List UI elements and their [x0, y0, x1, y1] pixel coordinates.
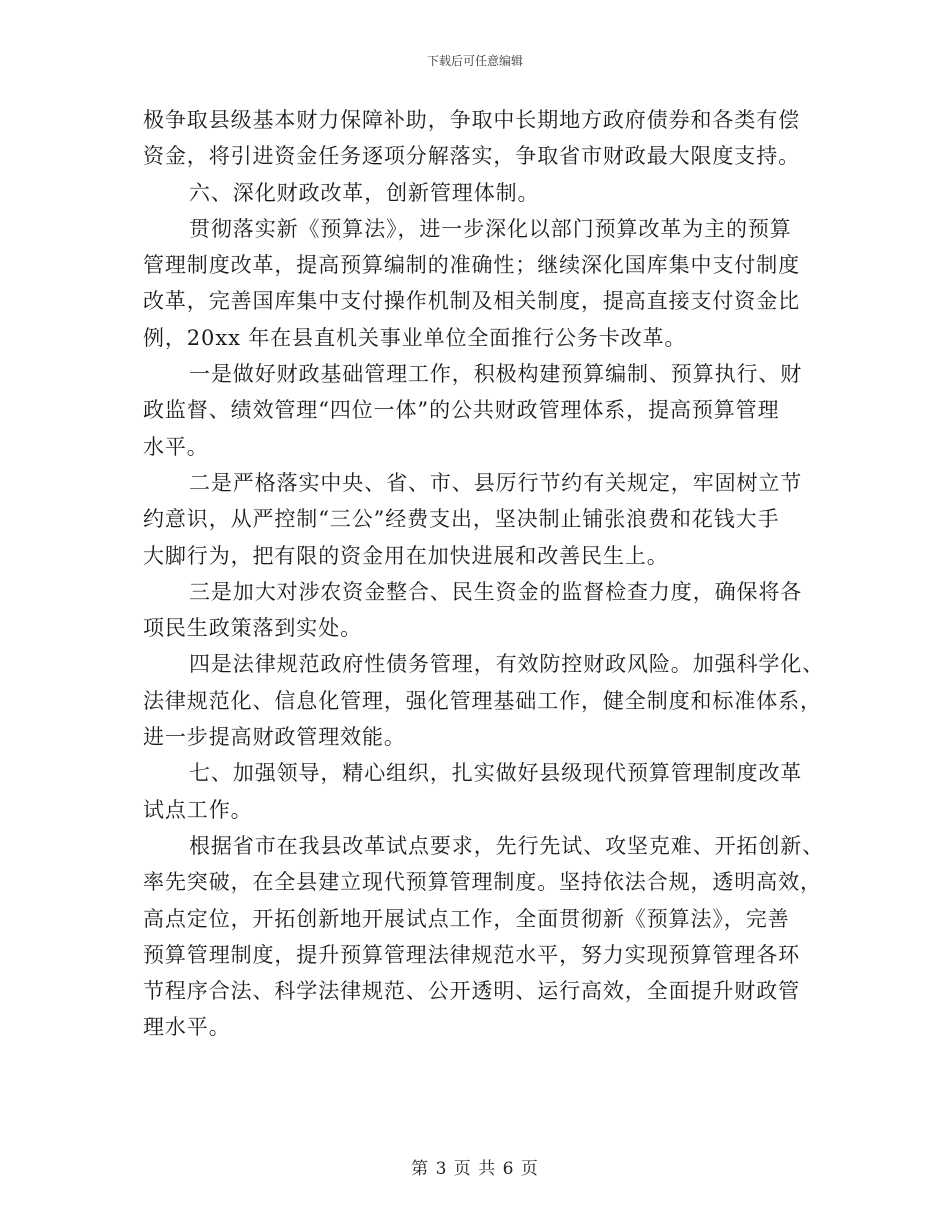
text-line: 例，20xx 年在县直机关事业单位全面推行公务卡改革。: [143, 325, 687, 350]
page-number: 第 3 页 共 6 页: [411, 1159, 539, 1179]
text-line: 节程序合法、科学法律规范、公开透明、运行高效，全面提升财政管: [143, 979, 800, 1004]
text-line: 法律规范化、信息化管理，强化管理基础工作，健全制度和标准体系，: [143, 688, 822, 713]
text-line: 贯彻落实新《预算法》，进一步深化以部门预算改革为主的预算: [189, 216, 792, 241]
text-line: 根据省市在我县改革试点要求，先行先试、攻坚克难、开拓创新、: [189, 833, 825, 858]
text-line: 高点定位，开拓创新地开展试点工作，全面贯彻新《预算法》，完善: [143, 906, 790, 931]
text-line: 政监督、绩效管理“四位一体”的公共财政管理体系，提高预算管理: [143, 398, 780, 423]
text-line: 四是法律规范政府性债务管理，有效防控财政风险。加强科学化、: [189, 652, 825, 677]
document-body: [143, 102, 825, 1046]
text-line: 管理制度改革，提高预算编制的准确性；继续深化国库集中支付制度: [143, 253, 800, 278]
section-heading: 七、加强领导，精心组织，扎实做好县级现代预算管理制度改革: [189, 761, 803, 786]
page-header: 下载后可任意编辑: [426, 54, 523, 68]
text-line: 预算管理制度，提升预算管理法律规范水平，努力实现预算管理各环: [143, 942, 800, 967]
text-line: 改革，完善国库集中支付操作机制及相关制度，提高直接支付资金比: [143, 289, 800, 314]
text-line: 项民生政策落到实处。: [143, 616, 362, 641]
text-line: 一是做好财政基础管理工作，积极构建预算编制、预算执行、财: [189, 362, 803, 387]
text-line: 约意识，从严控制“三公”经费支出，坚决制止铺张浪费和花钱大手: [143, 507, 780, 532]
text-line: 极争取县级基本财力保障补助，争取中长期地方政府债券和各类有偿: [143, 108, 800, 132]
text-line: 三是加大对涉农资金整合、民生资金的监督检查力度，确保将各: [189, 579, 803, 604]
text-line: 资金，将引进资金任务逐项分解落实，争取省市财政最大限度支持。: [143, 144, 800, 169]
section-heading: 六、深化财政改革，创新管理体制。: [189, 180, 540, 205]
section-heading-continued: 试点工作。: [143, 797, 253, 822]
text-line: 二是严格落实中央、省、市、县厉行节约有关规定，牢固树立节: [189, 470, 803, 495]
text-line: 大脚行为，把有限的资金用在加快进展和改善民生上。: [143, 543, 669, 568]
text-line: 理水平。: [143, 1015, 231, 1040]
text-line: 进一步提高财政管理效能。: [143, 725, 406, 750]
text-line: 率先突破，在全县建立现代预算管理制度。坚持依法合规，透明高效，: [143, 870, 822, 895]
text-line: 水平。: [143, 434, 209, 459]
